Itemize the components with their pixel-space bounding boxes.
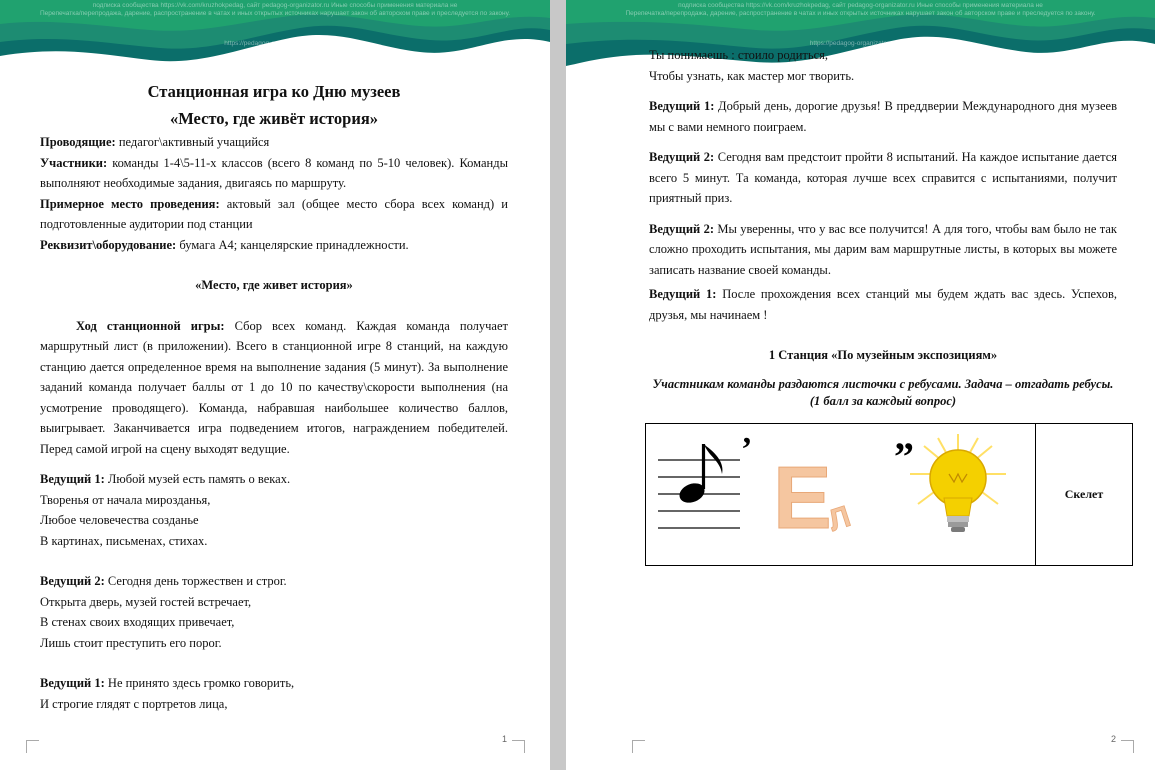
margin-corner-mark	[26, 740, 39, 753]
verse-text: Сегодня день торжествен и строг.	[104, 574, 287, 588]
rebus-small-letter: Л	[824, 500, 855, 538]
lead-paragraph	[40, 132, 508, 153]
station-task: Участникам команды раздаются листочки с ребусами. Задача – отгадать ребусы. (1 балл за каждый вопрос)	[652, 376, 1114, 408]
verse-line: Творенья от начала мирозданья,	[40, 492, 211, 507]
speaker-label: Ведущий 1:	[40, 472, 105, 486]
watermark-line: подписка сообщества https://vk.com/kruzhokpedag, сайт pedagog-organizator.ru Иные способы применения материала не	[678, 2, 1043, 9]
verse-line: Ты понимаешь : стоило родиться,	[649, 48, 828, 62]
page-number: 2	[1111, 734, 1117, 744]
document-subtitle: «Место, где живёт история»	[169, 109, 379, 128]
verse-text: Любой музей есть память о веках.	[104, 472, 291, 486]
lead-value: педагог\активный учащийся	[115, 135, 270, 149]
page-2-content	[649, 45, 1117, 410]
watermark-link: https://pedagog-organizator.ru/offer	[809, 40, 912, 47]
watermark-line: Перепечатка/перепродажа, дарение, распространение в чатах и иных открытых источниках нарушает закон об авторском праве и преследуется по закону.	[625, 10, 1096, 17]
rebus-picture	[646, 424, 1035, 565]
lead-label: Проводящие:	[40, 135, 116, 149]
props-paragraph	[40, 235, 508, 256]
document-page-1	[0, 0, 550, 770]
margin-corner-mark	[632, 740, 645, 753]
verse-line: Любое человечества созданье	[40, 513, 199, 527]
speaker-label: Ведущий 1:	[40, 676, 105, 690]
props-value: бумага А4; канцелярские принадлежности.	[176, 237, 409, 252]
place-label: Примерное место проведения:	[40, 196, 220, 211]
speaker-label: Ведущий 2:	[649, 221, 715, 236]
rebus-answer: Скелет	[1064, 487, 1104, 501]
speaker-label: Ведущий 2:	[649, 150, 715, 164]
props-label: Реквизит\оборудование:	[40, 237, 177, 252]
participants-label: Участники:	[40, 155, 108, 170]
place-value: актовый зал (общее место сбора всех команд) и подготовленные аудитории под станции	[40, 196, 508, 231]
margin-corner-mark	[1121, 740, 1134, 753]
page-number: 1	[502, 734, 508, 744]
speaker-label: Ведущий 1:	[649, 287, 717, 301]
host-paragraph	[649, 147, 1117, 209]
verse-line	[40, 673, 508, 694]
station-title: 1 Станция «По музейным экспозициям»	[768, 348, 998, 362]
rebus-quote: ”	[894, 434, 914, 479]
section-title: «Место, где живет история»	[195, 278, 353, 292]
watermark-line: Перепечатка/перепродажа, дарение, распространение в чатах и иных открытых источниках нарушает закон об авторском праве и преследуется по закону.	[39, 10, 511, 17]
course-label: Ход станционной игры:	[76, 318, 225, 333]
watermark-line: подписка сообщества https://vk.com/kruzhokpedag, сайт pedagog-organizator.ru Иные способы применения материала не	[92, 2, 458, 9]
course-paragraph	[40, 316, 508, 460]
rebus-table	[645, 423, 1133, 566]
host-text: Добрый день, дорогие друзья! В преддверии Международного дня музеев мы с вами немного поиграем.	[649, 99, 1117, 134]
rebus-apostrophe: ’	[741, 431, 753, 468]
verse-line: Лишь стоит преступить его порог.	[40, 635, 222, 650]
verse-line: В картинах, письменах, стихах.	[40, 533, 208, 548]
light-bulb-icon	[910, 434, 1006, 532]
verse-line	[40, 469, 508, 490]
verse-text: Не принято здесь громко говорить,	[104, 676, 295, 690]
speaker-label: Ведущий 2:	[40, 574, 105, 588]
host-paragraph	[649, 284, 1117, 325]
rebus-letter: Е	[773, 448, 832, 547]
place-paragraph	[40, 194, 508, 235]
host-text: После прохождения всех станций мы будем ждать вас здесь. Успехов, друзья, мы начинаем !	[649, 287, 1117, 322]
participants-value: команды 1-4\5-11-х классов (всего 8 команд по 5-10 человек). Команды выполняют необходимые задания, двигаясь по маршруту.	[40, 155, 508, 190]
verse-line: Чтобы узнать, как мастер мог творить.	[649, 68, 855, 83]
host-text: Сегодня вам предстоит пройти 8 испытаний. На каждое испытание дается всего 5 минут. Та команда, которая лучше всех справится с испытаниями, получит приятный приз.	[649, 150, 1118, 205]
music-staff-icon	[658, 444, 740, 528]
verse-line: В стенах своих входящих привечает,	[40, 615, 235, 629]
participants-paragraph	[40, 153, 508, 194]
margin-corner-mark	[512, 740, 525, 753]
verse-line: И строгие глядят с портретов лица,	[40, 696, 228, 711]
speaker-label: Ведущий 1:	[649, 99, 715, 113]
host-paragraph	[649, 219, 1117, 281]
letter-e-icon	[773, 448, 855, 547]
document-title: Станционная игра ко Дню музеев	[147, 82, 401, 101]
page-1-content	[40, 78, 508, 714]
watermark-link: https://pedagog-organizator.ru/offer	[224, 40, 326, 47]
host-text: Мы уверенны, что у вас все получится! А для того, чтобы вам было не так сложно проходить испытания, мы дарим вам маршрутные листы, в которых вы можете записать название своей команды.	[649, 221, 1117, 277]
rebus-picture-cell	[646, 424, 1036, 565]
host-paragraph	[649, 96, 1117, 137]
verse-line: Открыта дверь, музей гостей встречает,	[40, 594, 252, 609]
document-page-2	[566, 0, 1155, 770]
verse-line	[40, 571, 508, 592]
course-value: Сбор всех команд. Каждая команда получает маршрутный лист (в приложении). Всего в станционной игре 8 станций, на каждую станцию дается определенное время на выполнение задания (5 минут). За выполнение заданий команда получает баллы от 1 до 10 по качеству\скорости выполнения (на усмотрение проводящего). Команда, набравшая наибольшее количество баллов, выигрывает. Заканчивается игра подведением итогов, награждением победителей. Перед самой игрой на сцену выходят ведущие.	[40, 318, 508, 456]
